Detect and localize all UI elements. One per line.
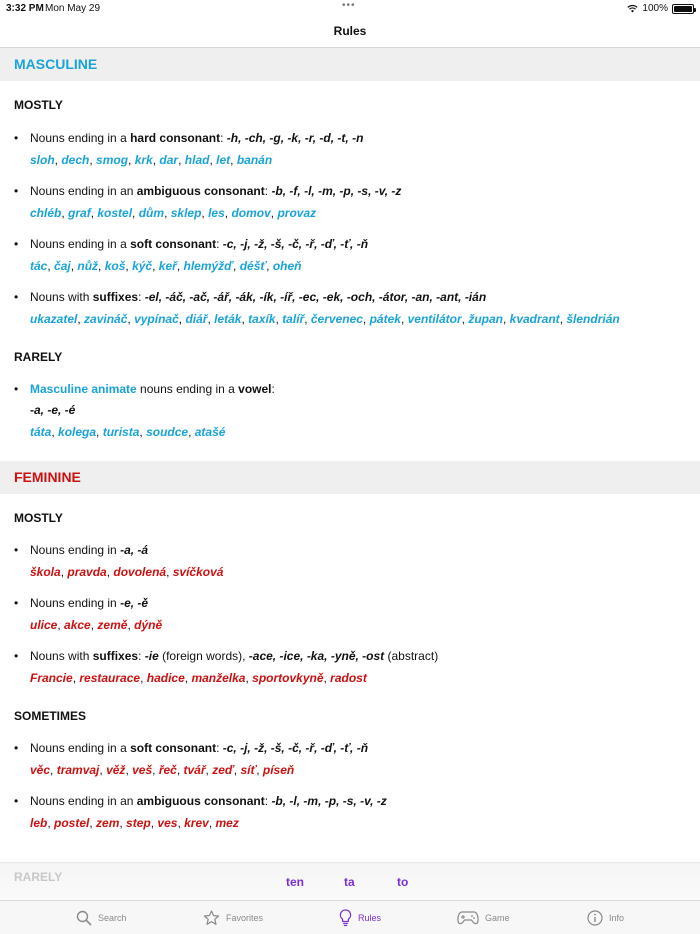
example-word[interactable]: radost	[330, 671, 367, 685]
masculine-rule-hard	[0, 129, 700, 169]
multitasking-dots-icon[interactable]: •••	[342, 0, 356, 11]
example-word[interactable]: pátek	[369, 312, 401, 326]
tab-info[interactable]	[587, 908, 624, 928]
example-word[interactable]: tramvaj	[56, 763, 100, 777]
tab-search[interactable]	[76, 908, 127, 928]
rule-text: Masculine animate nouns ending in a vowel:	[30, 382, 275, 396]
example-word[interactable]: ventilátor	[407, 312, 462, 326]
rule-examples: tác, čaj, nůž, koš, kýč, keř, hlemýžď, déšť, oheň	[30, 259, 302, 273]
example-word[interactable]: banán	[236, 153, 273, 167]
example-word[interactable]: zem	[96, 816, 120, 830]
example-word[interactable]: červenec	[310, 312, 363, 326]
bullet: •	[14, 596, 19, 610]
masculine-rule-suffixes	[0, 288, 700, 328]
example-word[interactable]: síť	[240, 763, 257, 777]
masculine-rarely-label: RARELY	[14, 350, 63, 364]
masculine-section-header: MASCULINE	[0, 48, 700, 81]
example-word[interactable]: step	[126, 816, 151, 830]
search-icon	[76, 910, 92, 926]
example-word[interactable]: manželka	[191, 671, 246, 685]
example-word[interactable]: čaj	[54, 259, 71, 273]
page-title: Rules	[333, 24, 367, 38]
gamepad-icon	[457, 911, 479, 925]
bullet: •	[14, 741, 19, 755]
rule-text: Nouns ending in a hard consonant: -h, -ch, -g, -k, -r, -d, -t, -n	[30, 131, 364, 145]
example-word[interactable]: šlendrián	[566, 312, 620, 326]
rule-text: Nouns with suffixes: -ie (foreign words), -ace, -ice, -ka, -yně, -ost (abstract)	[30, 649, 439, 663]
bullet: •	[14, 237, 19, 251]
example-word[interactable]: domov	[231, 206, 271, 220]
rule-endings: -a, -e, -é	[30, 403, 76, 417]
masculine-rule-animate	[0, 380, 700, 441]
tab-label: Game	[485, 913, 510, 923]
example-word[interactable]: kýč	[132, 259, 153, 273]
example-word[interactable]: leták	[214, 312, 242, 326]
bullet: •	[14, 649, 19, 663]
feminine-mostly-label: MOSTLY	[14, 511, 63, 525]
rule-examples: leb, postel, zem, step, ves, krev, mez	[30, 816, 239, 830]
example-word[interactable]: nůž	[77, 259, 99, 273]
example-word[interactable]: tvář	[183, 763, 206, 777]
rule-examples: ulice, akce, země, dýně	[30, 618, 163, 632]
feminine-rule-soft	[0, 739, 700, 779]
example-word[interactable]: krk	[134, 153, 153, 167]
article-to-button[interactable]: to	[397, 875, 409, 889]
rule-text: Nouns ending in a soft consonant: -c, -j, -ž, -š, -č, -ř, -ď, -ť, -ň	[30, 237, 369, 251]
rule-text: Nouns ending in an ambiguous consonant: -b, -f, -l, -m, -p, -s, -v, -z	[30, 184, 402, 198]
lightbulb-icon	[339, 909, 352, 927]
battery-percent: 100%	[642, 3, 668, 14]
rule-text: Nouns ending in a soft consonant: -c, -j, -ž, -š, -č, -ř, -ď, -ť, -ň	[30, 741, 369, 755]
example-word[interactable]: kostel	[97, 206, 133, 220]
example-word[interactable]: píseň	[262, 763, 295, 777]
example-word[interactable]: země	[97, 618, 128, 632]
example-word[interactable]: ukazatel	[30, 312, 78, 326]
example-word[interactable]: pravda	[67, 565, 107, 579]
rule-examples: ukazatel, zavináč, vypínač, diář, leták, taxík, talíř, červenec, pátek, ventilátor, župan, kvadrant, šlendrián	[30, 312, 620, 326]
example-word[interactable]: zeď	[212, 763, 234, 777]
example-word[interactable]: hadice	[146, 671, 185, 685]
rules-content	[0, 48, 700, 832]
rule-examples: chléb, graf, kostel, dům, sklep, les, domov, provaz	[30, 206, 317, 220]
feminine-rarely-label: RARELY	[14, 870, 63, 884]
example-word[interactable]: sloh	[30, 153, 55, 167]
rule-examples: škola, pravda, dovolená, svíčková	[30, 565, 224, 579]
feminine-sometimes-label: SOMETIMES	[14, 709, 87, 723]
example-word[interactable]: chléb	[30, 206, 62, 220]
example-word[interactable]: soudce	[146, 425, 189, 439]
example-word[interactable]: smog	[96, 153, 129, 167]
rule-examples: sloh, dech, smog, krk, dar, hlad, let, banán	[30, 153, 273, 167]
example-word[interactable]: hlemýžď	[183, 259, 234, 273]
example-word[interactable]: let	[216, 153, 231, 167]
example-word[interactable]: župan	[468, 312, 503, 326]
example-word[interactable]: dům	[138, 206, 165, 220]
status-bar	[0, 0, 700, 16]
tab-label: Info	[609, 913, 625, 923]
example-word[interactable]: koš	[104, 259, 126, 273]
example-word[interactable]: les	[208, 206, 225, 220]
article-suggestion-bar	[0, 862, 700, 900]
example-word[interactable]: veš	[132, 763, 153, 777]
example-word[interactable]: diář	[185, 312, 208, 326]
rule-examples: Francie, restaurace, hadice, manželka, sportovkyně, radost	[30, 671, 367, 685]
bullet: •	[14, 382, 19, 396]
navigation-bar	[0, 16, 700, 48]
example-word[interactable]: dovolená	[113, 565, 167, 579]
example-word[interactable]: krev	[184, 816, 209, 830]
example-word[interactable]: graf	[68, 206, 91, 220]
battery-icon	[672, 4, 694, 14]
rule-text: Nouns ending in an ambiguous consonant: -b, -l, -m, -p, -s, -v, -z	[30, 794, 387, 808]
bullet: •	[14, 131, 19, 145]
example-word[interactable]: taxík	[248, 312, 276, 326]
example-word[interactable]: talíř	[282, 312, 305, 326]
tab-label: Search	[98, 913, 127, 923]
example-word[interactable]: dar	[159, 153, 179, 167]
bullet: •	[14, 794, 19, 808]
example-word[interactable]: dech	[61, 153, 90, 167]
example-word[interactable]: táta	[30, 425, 52, 439]
star-icon	[203, 910, 220, 926]
feminine-rule-suffixes	[0, 647, 700, 687]
example-word[interactable]: hlad	[184, 153, 210, 167]
example-word[interactable]: provaz	[277, 206, 317, 220]
bullet: •	[14, 290, 19, 304]
tab-bar	[0, 900, 700, 934]
example-word[interactable]: Francie	[30, 671, 73, 685]
example-word[interactable]: zavináč	[84, 312, 128, 326]
masculine-rule-soft	[0, 235, 700, 275]
example-word[interactable]: atašé	[194, 425, 226, 439]
example-word[interactable]: leb	[30, 816, 48, 830]
rule-examples: věc, tramvaj, věž, veš, řeč, tvář, zeď, síť, píseň	[30, 763, 295, 777]
example-word[interactable]: turista	[102, 425, 140, 439]
status-time: 3:32 PM	[6, 3, 44, 14]
masculine-mostly-label: MOSTLY	[14, 98, 63, 112]
example-word[interactable]: restaurace	[79, 671, 141, 685]
article-ten-button[interactable]: ten	[286, 875, 304, 889]
rule-text: Nouns ending in -e, -ě	[30, 596, 149, 610]
tab-game[interactable]	[457, 908, 510, 928]
feminine-rule-ambiguous	[0, 792, 700, 832]
example-word[interactable]: věž	[106, 763, 126, 777]
example-word[interactable]: déšť	[239, 259, 267, 273]
example-word[interactable]: mez	[215, 816, 239, 830]
example-word[interactable]: svíčková	[172, 565, 224, 579]
article-ta-button[interactable]: ta	[344, 875, 355, 889]
example-word[interactable]: škola	[30, 565, 61, 579]
example-word[interactable]: keř	[158, 259, 177, 273]
tab-label: Rules	[358, 913, 382, 923]
example-word[interactable]: postel	[54, 816, 90, 830]
example-word[interactable]: kvadrant	[509, 312, 560, 326]
tab-favorites[interactable]	[203, 908, 263, 928]
feminine-rule-a	[0, 541, 700, 581]
tab-label: Favorites	[226, 913, 264, 923]
example-word[interactable]: řeč	[158, 763, 177, 777]
example-word[interactable]: vypínač	[134, 312, 179, 326]
rule-text: Nouns ending in -a, -á	[30, 543, 149, 557]
bullet: •	[14, 543, 19, 557]
tab-rules[interactable]	[339, 908, 381, 928]
example-word[interactable]: dýně	[134, 618, 163, 632]
example-word[interactable]: sklep	[170, 206, 202, 220]
example-word[interactable]: ulice	[30, 618, 58, 632]
info-icon	[587, 910, 603, 926]
status-date: Mon May 29	[45, 3, 101, 14]
example-word[interactable]: tác	[30, 259, 48, 273]
rule-text: Nouns with suffixes: -el, -áč, -ač, -ář, -ák, -ík, -íř, -ec, -ek, -och, -átor, -an, -ant, -ián	[30, 290, 487, 304]
feminine-rule-e	[0, 594, 700, 634]
example-word[interactable]: oheň	[272, 259, 302, 273]
status-right	[627, 3, 694, 14]
example-word[interactable]: sportovkyně	[252, 671, 324, 685]
bullet: •	[14, 184, 19, 198]
rule-examples: táta, kolega, turista, soudce, atašé	[30, 425, 226, 439]
wifi-icon	[627, 4, 638, 13]
example-word[interactable]: akce	[64, 618, 91, 632]
example-word[interactable]: kolega	[58, 425, 97, 439]
example-word[interactable]: věc	[30, 763, 51, 777]
masculine-rule-ambiguous	[0, 182, 700, 222]
example-word[interactable]: ves	[157, 816, 178, 830]
feminine-section-header: FEMININE	[0, 461, 700, 494]
